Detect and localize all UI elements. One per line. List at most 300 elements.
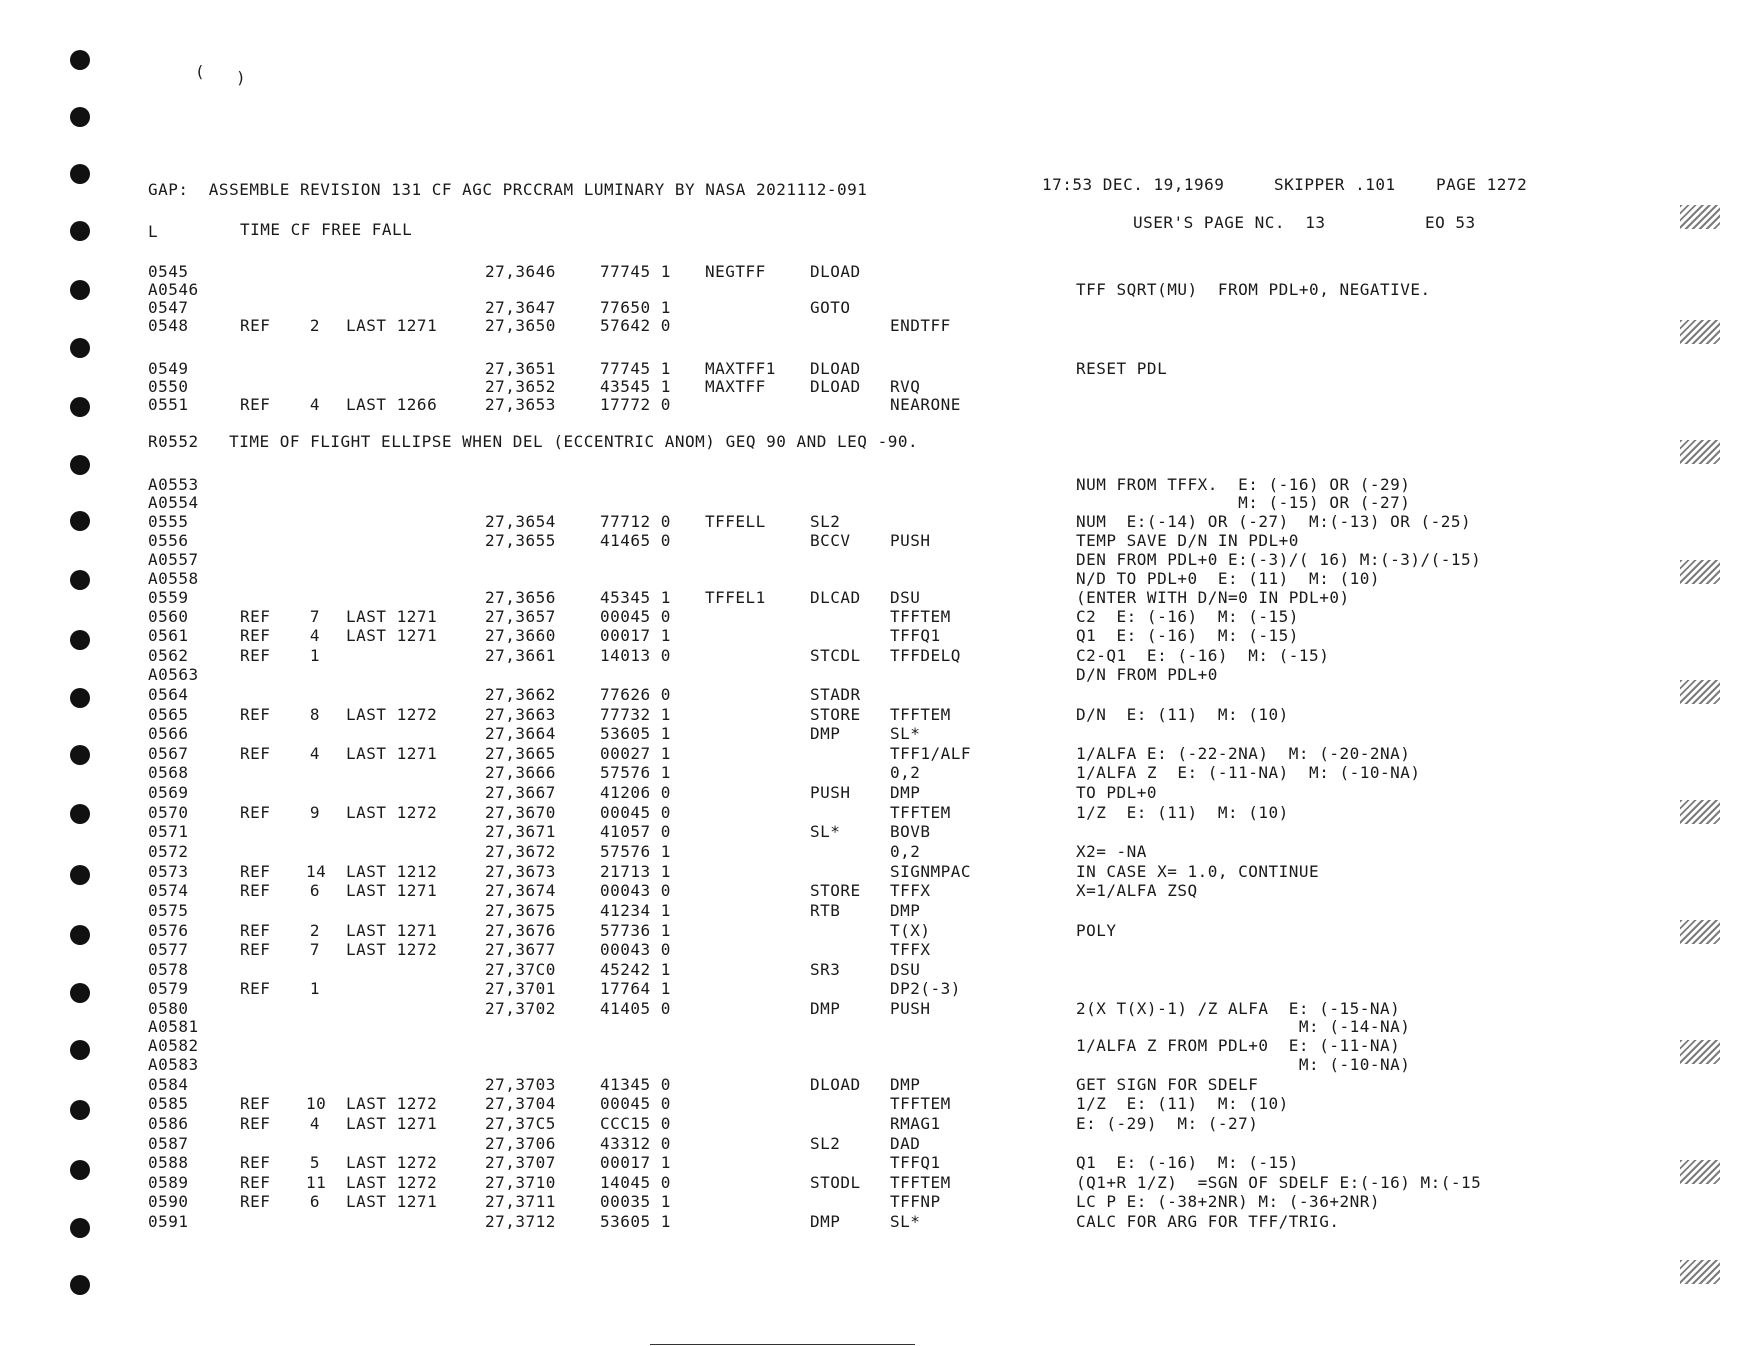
section-letter: L <box>148 222 159 241</box>
line-number: 0591 <box>148 1212 189 1231</box>
comment: (ENTER WITH D/N=0 IN PDL+0) <box>1076 588 1350 607</box>
listing-row <box>0 475 1640 494</box>
operand: TFFTEM <box>890 803 951 822</box>
listing-row <box>0 493 1640 512</box>
opcode: GOTO <box>810 298 851 317</box>
octal-word: 41057 0 <box>600 822 671 841</box>
listing-row <box>0 921 1640 940</box>
ref-marker: REF <box>240 705 271 724</box>
opcode: STORE <box>810 705 861 724</box>
operand: BOVB <box>890 822 931 841</box>
opcode: STODL <box>810 1173 861 1192</box>
operand: DAD <box>890 1134 921 1153</box>
operand: TFFNP <box>890 1192 941 1211</box>
octal-word: 17764 1 <box>600 979 671 998</box>
edge-artifact <box>1680 320 1720 344</box>
ref-count: 1 <box>309 979 320 998</box>
comment: 1/ALFA Z E: (-11-NA) M: (-10-NA) <box>1076 763 1421 782</box>
listing-row <box>0 705 1640 724</box>
comment: D/N FROM PDL+0 <box>1076 665 1218 684</box>
listing-row <box>0 262 1640 281</box>
operand: DP2(-3) <box>890 979 961 998</box>
octal-word: 77745 1 <box>600 359 671 378</box>
opcode: RTB <box>810 901 841 920</box>
octal-word: 53605 1 <box>600 1212 671 1231</box>
listing-row <box>0 550 1640 569</box>
address: 27,3657 <box>485 607 556 626</box>
operand: TFFX <box>890 940 931 959</box>
ref-marker: REF <box>240 862 271 881</box>
address: 27,3711 <box>485 1192 556 1211</box>
operand: RMAG1 <box>890 1114 941 1133</box>
edge-artifact <box>1680 1260 1720 1284</box>
address: 27,3707 <box>485 1153 556 1172</box>
comment: IN CASE X= 1.0, CONTINUE <box>1076 862 1320 881</box>
operand: SIGNMPAC <box>890 862 972 881</box>
comment: C2 E: (-16) M: (-15) <box>1076 607 1299 626</box>
last-ref: LAST 1271 <box>346 607 438 626</box>
comment: TEMP SAVE D/N IN PDL+0 <box>1076 531 1299 550</box>
comment: Q1 E: (-16) M: (-15) <box>1076 626 1299 645</box>
listing-row <box>0 626 1640 645</box>
listing-row <box>0 665 1640 684</box>
octal-word: 14045 0 <box>600 1173 671 1192</box>
listing-row <box>0 1094 1640 1113</box>
listing-row <box>0 685 1640 704</box>
binder-hole <box>70 221 90 241</box>
ref-count: 6 <box>309 1192 320 1211</box>
line-number: 0577 <box>148 940 189 959</box>
operand: TFFDELQ <box>890 646 961 665</box>
line-number: A0563 <box>148 665 199 684</box>
opcode: STADR <box>810 685 861 704</box>
comment: X2= -NA <box>1076 842 1147 861</box>
comment: 1/Z E: (11) M: (10) <box>1076 1094 1289 1113</box>
ref-count: 4 <box>309 744 320 763</box>
address: 27,3674 <box>485 881 556 900</box>
line-number: 0561 <box>148 626 189 645</box>
line-number: 0588 <box>148 1153 189 1172</box>
line-number: 0576 <box>148 921 189 940</box>
address: 27,3666 <box>485 763 556 782</box>
ref-count: 8 <box>309 705 320 724</box>
line-number: 0560 <box>148 607 189 626</box>
octal-word: 00017 1 <box>600 626 671 645</box>
line-number: 0574 <box>148 881 189 900</box>
listing-row <box>0 316 1640 335</box>
operand: NEARONE <box>890 395 961 414</box>
comment: RESET PDL <box>1076 359 1168 378</box>
operand: DSU <box>890 960 921 979</box>
line-number: A0546 <box>148 280 199 299</box>
address: 27,3661 <box>485 646 556 665</box>
line-number: 0586 <box>148 1114 189 1133</box>
last-ref: LAST 1272 <box>346 940 438 959</box>
edge-artifact <box>1680 920 1720 944</box>
line-number: 0585 <box>148 1094 189 1113</box>
octal-word: 00043 0 <box>600 881 671 900</box>
address: 27,3665 <box>485 744 556 763</box>
octal-word: 45345 1 <box>600 588 671 607</box>
last-ref: LAST 1272 <box>346 1094 438 1113</box>
octal-word: 77650 1 <box>600 298 671 317</box>
last-ref: LAST 1271 <box>346 1192 438 1211</box>
line-number: 0566 <box>148 724 189 743</box>
ref-marker: REF <box>240 626 271 645</box>
line-number: 0584 <box>148 1075 189 1094</box>
label: NEGTFF <box>705 262 766 281</box>
address: 27,3653 <box>485 395 556 414</box>
address: 27,3660 <box>485 626 556 645</box>
line-number: 0589 <box>148 1173 189 1192</box>
ref-count: 10 <box>306 1094 327 1113</box>
comment: C2-Q1 E: (-16) M: (-15) <box>1076 646 1330 665</box>
line-number: 0556 <box>148 531 189 550</box>
ref-count: 9 <box>309 803 320 822</box>
binder-hole <box>70 164 90 184</box>
listing-row <box>0 862 1640 881</box>
listing-row <box>0 298 1640 317</box>
comment: DEN FROM PDL+0 E:(-3)/( 16) M:(-3)/(-15) <box>1076 550 1482 569</box>
last-ref: LAST 1271 <box>346 921 438 940</box>
line-number: 0565 <box>148 705 189 724</box>
last-ref: LAST 1271 <box>346 744 438 763</box>
octal-word: 00043 0 <box>600 940 671 959</box>
ref-count: 1 <box>309 646 320 665</box>
octal-word: 00027 1 <box>600 744 671 763</box>
address: 27,3672 <box>485 842 556 861</box>
comment: N/D TO PDL+0 E: (11) M: (10) <box>1076 569 1380 588</box>
ref-marker: REF <box>240 803 271 822</box>
line-number: 0573 <box>148 862 189 881</box>
ref-count: 5 <box>309 1153 320 1172</box>
last-ref: LAST 1272 <box>346 803 438 822</box>
octal-word: 45242 1 <box>600 960 671 979</box>
listing-row <box>0 744 1640 763</box>
ref-marker: REF <box>240 1094 271 1113</box>
listing-row <box>0 359 1640 378</box>
ref-count: 4 <box>309 1114 320 1133</box>
line-number: 0548 <box>148 316 189 335</box>
comment: M: (-14-NA) <box>1076 1017 1411 1036</box>
ref-count: 4 <box>309 395 320 414</box>
operand: 0,2 <box>890 763 921 782</box>
edge-artifact <box>1680 800 1720 824</box>
ref-count: 7 <box>309 607 320 626</box>
operand: TFFTEM <box>890 1094 951 1113</box>
comment: LC P E: (-38+2NR) M: (-36+2NR) <box>1076 1192 1380 1211</box>
operand: DMP <box>890 901 921 920</box>
comment: CALC FOR ARG FOR TFF/TRIG. <box>1076 1212 1340 1231</box>
address: 27,3654 <box>485 512 556 531</box>
ref-count: 2 <box>309 921 320 940</box>
operand: TFFTEM <box>890 1173 951 1192</box>
line-number: 0575 <box>148 901 189 920</box>
ref-marker: REF <box>240 979 271 998</box>
last-ref: LAST 1271 <box>346 1114 438 1133</box>
line-number: 0568 <box>148 763 189 782</box>
octal-word: 41345 0 <box>600 1075 671 1094</box>
octal-word: 77626 0 <box>600 685 671 704</box>
address: 27,3710 <box>485 1173 556 1192</box>
ref-marker: REF <box>240 1114 271 1133</box>
listing-row <box>0 901 1640 920</box>
octal-word: 57642 0 <box>600 316 671 335</box>
listing-row <box>0 724 1640 743</box>
operand: TFFX <box>890 881 931 900</box>
address: 27,3655 <box>485 531 556 550</box>
footer-rule <box>650 1344 915 1345</box>
last-ref: LAST 1272 <box>346 1153 438 1172</box>
line-number: A0583 <box>148 1055 199 1074</box>
ref-count: 4 <box>309 626 320 645</box>
line-number: 0580 <box>148 999 189 1018</box>
comment: 1/ALFA E: (-22-2NA) M: (-20-2NA) <box>1076 744 1411 763</box>
line-number: A0581 <box>148 1017 199 1036</box>
comment: M: (-10-NA) <box>1076 1055 1411 1074</box>
line-number: 0571 <box>148 822 189 841</box>
opcode: SR3 <box>810 960 841 979</box>
section-title: TIME CF FREE FALL <box>240 220 413 239</box>
octal-word: 41465 0 <box>600 531 671 550</box>
operand: TFFTEM <box>890 705 951 724</box>
label: TFFELL <box>705 512 766 531</box>
comment: POLY <box>1076 921 1117 940</box>
ref-count: 2 <box>309 316 320 335</box>
opcode: DLOAD <box>810 262 861 281</box>
ref-count: 14 <box>306 862 327 881</box>
comment: Q1 E: (-16) M: (-15) <box>1076 1153 1299 1172</box>
listing-row <box>0 280 1640 299</box>
line-number: 0569 <box>148 783 189 802</box>
octal-word: 57576 1 <box>600 842 671 861</box>
operand: DMP <box>890 783 921 802</box>
address: 27,3670 <box>485 803 556 822</box>
address: 27,3701 <box>485 979 556 998</box>
last-ref: LAST 1266 <box>346 395 438 414</box>
opcode: DMP <box>810 1212 841 1231</box>
listing-row <box>0 569 1640 588</box>
listing-row <box>0 1134 1640 1153</box>
octal-word: 00045 0 <box>600 803 671 822</box>
octal-word: 77732 1 <box>600 705 671 724</box>
listing-row <box>0 999 1640 1018</box>
octal-word: 00045 0 <box>600 607 671 626</box>
binder-hole <box>70 338 90 358</box>
opcode: SL* <box>810 822 841 841</box>
line-number: 0555 <box>148 512 189 531</box>
octal-word: 41234 1 <box>600 901 671 920</box>
octal-word: 21713 1 <box>600 862 671 881</box>
octal-word: 57736 1 <box>600 921 671 940</box>
octal-word: 43545 1 <box>600 377 671 396</box>
listing-row <box>0 822 1640 841</box>
line-number: 0551 <box>148 395 189 414</box>
last-ref: LAST 1271 <box>346 316 438 335</box>
line-number: 0559 <box>148 588 189 607</box>
listing-row <box>0 940 1640 959</box>
address: 27,3651 <box>485 359 556 378</box>
ref-marker: REF <box>240 1173 271 1192</box>
edge-artifact <box>1680 440 1720 464</box>
listing-title: GAP: ASSEMBLE REVISION 131 CF AGC PRCCRAM LUMINARY BY NASA 2021112-091 <box>148 180 868 199</box>
label: MAXTFF <box>705 377 766 396</box>
listing-row <box>0 763 1640 782</box>
comment: X=1/ALFA ZSQ <box>1076 881 1198 900</box>
operand: 0,2 <box>890 842 921 861</box>
line-number: 0590 <box>148 1192 189 1211</box>
octal-word: 77712 0 <box>600 512 671 531</box>
opcode: STCDL <box>810 646 861 665</box>
address: 27,3673 <box>485 862 556 881</box>
ref-marker: REF <box>240 744 271 763</box>
operand: RVQ <box>890 377 921 396</box>
comment: NUM FROM TFFX. E: (-16) OR (-29) <box>1076 475 1411 494</box>
comment: D/N E: (11) M: (10) <box>1076 705 1289 724</box>
address: 27,3712 <box>485 1212 556 1231</box>
comment: E: (-29) M: (-27) <box>1076 1114 1259 1133</box>
address: 27,3676 <box>485 921 556 940</box>
address: 27,3704 <box>485 1094 556 1113</box>
opcode: DMP <box>810 999 841 1018</box>
operand: SL* <box>890 724 921 743</box>
listing-row <box>0 531 1640 550</box>
comment: 1/Z E: (11) M: (10) <box>1076 803 1289 822</box>
ref-marker: REF <box>240 395 271 414</box>
address: 27,3664 <box>485 724 556 743</box>
section-comment: R0552 TIME OF FLIGHT ELLIPSE WHEN DEL (ECCENTRIC ANOM) GEQ 90 AND LEQ -90. <box>148 432 919 451</box>
comment: TO PDL+0 <box>1076 783 1158 802</box>
edge-artifact <box>1680 1040 1720 1064</box>
opcode: DLOAD <box>810 377 861 396</box>
line-number: A0553 <box>148 475 199 494</box>
comment: NUM E:(-14) OR (-27) M:(-13) OR (-25) <box>1076 512 1472 531</box>
last-ref: LAST 1271 <box>346 626 438 645</box>
ref-marker: REF <box>240 921 271 940</box>
opcode: PUSH <box>810 783 851 802</box>
operand: TFF1/ALF <box>890 744 972 763</box>
listing-row <box>0 1017 1640 1036</box>
operand: TFFTEM <box>890 607 951 626</box>
operand: DSU <box>890 588 921 607</box>
operand: PUSH <box>890 531 931 550</box>
listing-row <box>0 979 1640 998</box>
address: 27,3671 <box>485 822 556 841</box>
line-number: 0549 <box>148 359 189 378</box>
edge-artifact <box>1680 680 1720 704</box>
last-ref: LAST 1212 <box>346 862 438 881</box>
opcode: SL2 <box>810 1134 841 1153</box>
listing-row <box>0 1192 1640 1211</box>
address: 27,3646 <box>485 262 556 281</box>
comment: M: (-15) OR (-27) <box>1076 493 1411 512</box>
address: 27,3702 <box>485 999 556 1018</box>
listing-row <box>0 1075 1640 1094</box>
listing-row <box>0 512 1640 531</box>
octal-word: 53605 1 <box>600 724 671 743</box>
line-number: 0579 <box>148 979 189 998</box>
line-number: 0578 <box>148 960 189 979</box>
binder-hole <box>70 455 90 475</box>
opcode: SL2 <box>810 512 841 531</box>
line-number: 0547 <box>148 298 189 317</box>
last-ref: LAST 1272 <box>346 705 438 724</box>
comment: TFF SQRT(MU) FROM PDL+0, NEGATIVE. <box>1076 280 1431 299</box>
binder-hole <box>70 107 90 127</box>
listing-row <box>0 881 1640 900</box>
ref-marker: REF <box>240 1192 271 1211</box>
line-number: A0557 <box>148 550 199 569</box>
listing-row <box>0 588 1640 607</box>
octal-word: 41206 0 <box>600 783 671 802</box>
address: 27,3650 <box>485 316 556 335</box>
binder-hole <box>70 1275 90 1295</box>
listing-row <box>0 1114 1640 1133</box>
last-ref: LAST 1272 <box>346 1173 438 1192</box>
octal-word: 00017 1 <box>600 1153 671 1172</box>
operand: SL* <box>890 1212 921 1231</box>
address: 27,3656 <box>485 588 556 607</box>
label: MAXTFF1 <box>705 359 776 378</box>
ref-marker: REF <box>240 607 271 626</box>
ref-marker: REF <box>240 1153 271 1172</box>
listing-row <box>0 646 1640 665</box>
opcode: STORE <box>810 881 861 900</box>
listing-row <box>0 395 1640 414</box>
address: 27,3675 <box>485 901 556 920</box>
edge-artifact <box>1680 560 1720 584</box>
octal-word: 14013 0 <box>600 646 671 665</box>
listing-row <box>0 960 1640 979</box>
octal-word: 57576 1 <box>600 763 671 782</box>
edge-artifact <box>1680 205 1720 229</box>
label: TFFEL1 <box>705 588 766 607</box>
listing-row <box>0 1036 1640 1055</box>
users-page: USER'S PAGE NC. 13 <box>1133 213 1326 232</box>
line-number: 0587 <box>148 1134 189 1153</box>
address: 27,3662 <box>485 685 556 704</box>
opcode: DLCAD <box>810 588 861 607</box>
octal-word: 41405 0 <box>600 999 671 1018</box>
octal-word: 00035 1 <box>600 1192 671 1211</box>
listing-row <box>0 803 1640 822</box>
operand: PUSH <box>890 999 931 1018</box>
line-number: A0554 <box>148 493 199 512</box>
operand: DMP <box>890 1075 921 1094</box>
opcode: BCCV <box>810 531 851 550</box>
address: 27,37C0 <box>485 960 556 979</box>
operand: TFFQ1 <box>890 626 941 645</box>
listing-row <box>0 377 1640 396</box>
operand: ENDTFF <box>890 316 951 335</box>
octal-word: CCC15 0 <box>600 1114 671 1133</box>
listing-row <box>0 1173 1640 1192</box>
octal-word: 00045 0 <box>600 1094 671 1113</box>
listing-row <box>0 1212 1640 1231</box>
opcode: DLOAD <box>810 1075 861 1094</box>
opcode: DMP <box>810 724 841 743</box>
listing-skipper: SKIPPER .101 <box>1274 175 1396 194</box>
listing-page: PAGE 1272 <box>1436 175 1528 194</box>
address: 27,3667 <box>485 783 556 802</box>
line-number: 0572 <box>148 842 189 861</box>
address: 27,3663 <box>485 705 556 724</box>
edge-artifact <box>1680 1160 1720 1184</box>
margin-mark: ) <box>236 68 247 87</box>
address: 27,3703 <box>485 1075 556 1094</box>
line-number: 0567 <box>148 744 189 763</box>
last-ref: LAST 1271 <box>346 881 438 900</box>
